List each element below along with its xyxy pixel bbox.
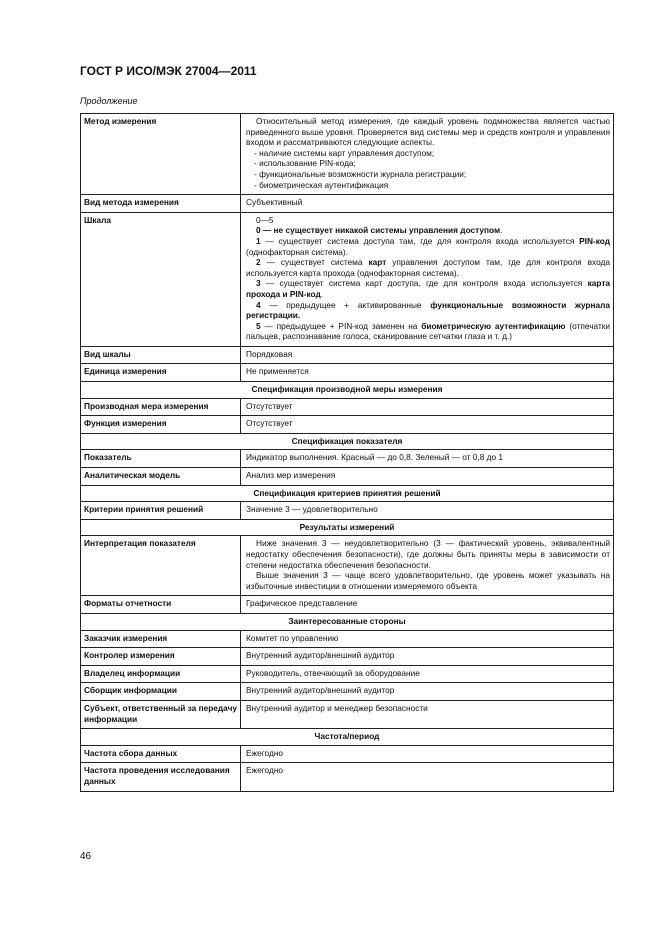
row-value: Графическое представление: [241, 596, 614, 614]
table-row: [81, 212, 614, 346]
table-row: [81, 502, 614, 520]
method-intro: Относительный метод измерения, где каждый уровень подмножества является частью приведенного выше уровня. Проверяется вид системы мер и средств контроля и управления входом и рассматриваются следующие аспекты.: [246, 116, 610, 148]
row-label: Субъект, ответственный за передачу информации: [81, 700, 241, 728]
row-label: Сборщик информации: [81, 683, 241, 701]
row-label: Контролер измерения: [81, 648, 241, 666]
row-label: Единица измерения: [81, 364, 241, 382]
interpretation-value: [241, 536, 614, 596]
row-label: Заказчик измерения: [81, 630, 241, 648]
row-label: Вид метода измерения: [81, 195, 241, 213]
row-label: Аналитическая модель: [81, 468, 241, 486]
interpretation-paragraph: Выше значения 3 — чаще всего удовлетворительно, где уровень может указывать на избыточные инвестиции в отношении измеряемого объекта: [246, 570, 610, 591]
row-label: Показатель: [81, 450, 241, 468]
scale-level-3: 3 — существует система карт доступа, где для контроля входа используется карта прохода и PIN-код.: [246, 278, 610, 299]
section-title: Спецификация критериев принятия решений: [81, 485, 614, 502]
scale-level-2: 2 — существует система карт управления доступом там, где для контроля входа используется карта прохода (однофакторная система).: [246, 257, 610, 278]
row-value: Порядковая: [241, 346, 614, 364]
row-value: Внутренний аудитор/внешний аудитор: [241, 683, 614, 701]
section-header-row: [81, 382, 614, 399]
table-row: [81, 416, 614, 434]
list-item: - функциональные возможности журнала регистрации;: [254, 168, 467, 179]
table-row: [81, 745, 614, 763]
page-number: 46: [80, 851, 92, 862]
row-label: Критерии принятия решений: [81, 502, 241, 520]
section-header-row: [81, 729, 614, 746]
table-row: [81, 195, 614, 213]
row-value: Внутренний аудитор и менеджер безопасности: [241, 700, 614, 728]
scale-range: 0—5: [256, 214, 274, 225]
row-value: Ежегодно: [241, 763, 614, 791]
row-value: Не применяется: [241, 364, 614, 382]
row-label: Владелец информации: [81, 665, 241, 683]
table-row: [81, 364, 614, 382]
section-title: Заинтересованные стороны: [81, 613, 614, 630]
document-title: ГОСТ Р ИСО/МЭК 27004—2011: [80, 64, 257, 78]
table-row: [81, 398, 614, 416]
section-header-row: [81, 613, 614, 630]
section-title: Спецификация производной меры измерения: [81, 382, 614, 399]
row-value: Внутренний аудитор/внешний аудитор: [241, 648, 614, 666]
row-label: Шкала: [81, 212, 241, 346]
table-row: [81, 700, 614, 728]
row-value: Руководитель, отвечающий за оборудование: [241, 665, 614, 683]
table-row: [81, 763, 614, 791]
list-item: - использование PIN-кода;: [254, 158, 356, 169]
row-value: Отсутствует: [241, 398, 614, 416]
scale-level-1: 1 — существует система доступа там, где для контроля входа используется PIN-код (однофакторная система).: [246, 235, 610, 257]
list-item: - биометрическая аутентификация: [254, 179, 389, 190]
section-header-row: [81, 485, 614, 502]
table-row: [81, 648, 614, 666]
table-row: [81, 346, 614, 364]
continuation-label: Продолжение: [80, 96, 138, 106]
table-row: [81, 468, 614, 486]
section-header-row: [81, 433, 614, 450]
row-label: Интерпретация показателя: [81, 536, 241, 596]
scale-level-4: 4 — предыдущее + активированные функциональные возможности журнала регистрации.: [246, 299, 610, 321]
table-row: [81, 665, 614, 683]
table-row: [81, 450, 614, 468]
row-label: Вид шкалы: [81, 346, 241, 364]
row-label: Форматы отчетности: [81, 596, 241, 614]
interpretation-paragraph: Ниже значения 3 — неудовлетворительно (3 — фактический уровень, эквивалентный недостатку обеспечения безопасности), где должны быть приняты меры в зависимости от степени недостатка обеспечения безопасности.: [246, 538, 610, 570]
table-row: [81, 683, 614, 701]
row-label: Метод измерения: [81, 114, 241, 195]
row-value: Комитет по управлению: [241, 630, 614, 648]
section-title: Результаты измерений: [81, 519, 614, 536]
table-row: [81, 630, 614, 648]
table-row: [81, 596, 614, 614]
row-label: Функция измерения: [81, 416, 241, 434]
row-value: Субъективный: [241, 195, 614, 213]
section-title: Частота/период: [81, 729, 614, 746]
measurement-table: [80, 113, 614, 792]
table-row: [81, 114, 614, 195]
row-label: Частота проведения исследования данных: [81, 763, 241, 791]
section-header-row: [81, 519, 614, 536]
row-value: Индикатор выполнения. Красный — до 0,8. Зеленый — от 0,8 до 1: [241, 450, 614, 468]
table-row: [81, 536, 614, 596]
scale-description: [241, 212, 614, 346]
row-value: Значение 3 — удовлетворительно: [241, 502, 614, 520]
method-description: [241, 114, 614, 195]
row-label: Частота сбора данных: [81, 745, 241, 763]
row-label: Производная мера измерения: [81, 398, 241, 416]
row-value: Ежегодно: [241, 745, 614, 763]
scale-level-5: 5 — предыдущее + PIN-код заменен на биометрическую аутентификацию (отпечатки пальцев, распознавание голоса, сканирование сетчатки глаза и т. д.): [246, 320, 611, 342]
row-value: Анализ мер измерения: [241, 468, 614, 486]
row-value: Отсутствует: [241, 416, 614, 434]
scale-level-0: 0 — не существует никакой системы управления доступом.: [256, 225, 503, 236]
section-title: Спецификация показателя: [81, 433, 614, 450]
list-item: - наличие системы карт управления доступом;: [254, 147, 435, 158]
